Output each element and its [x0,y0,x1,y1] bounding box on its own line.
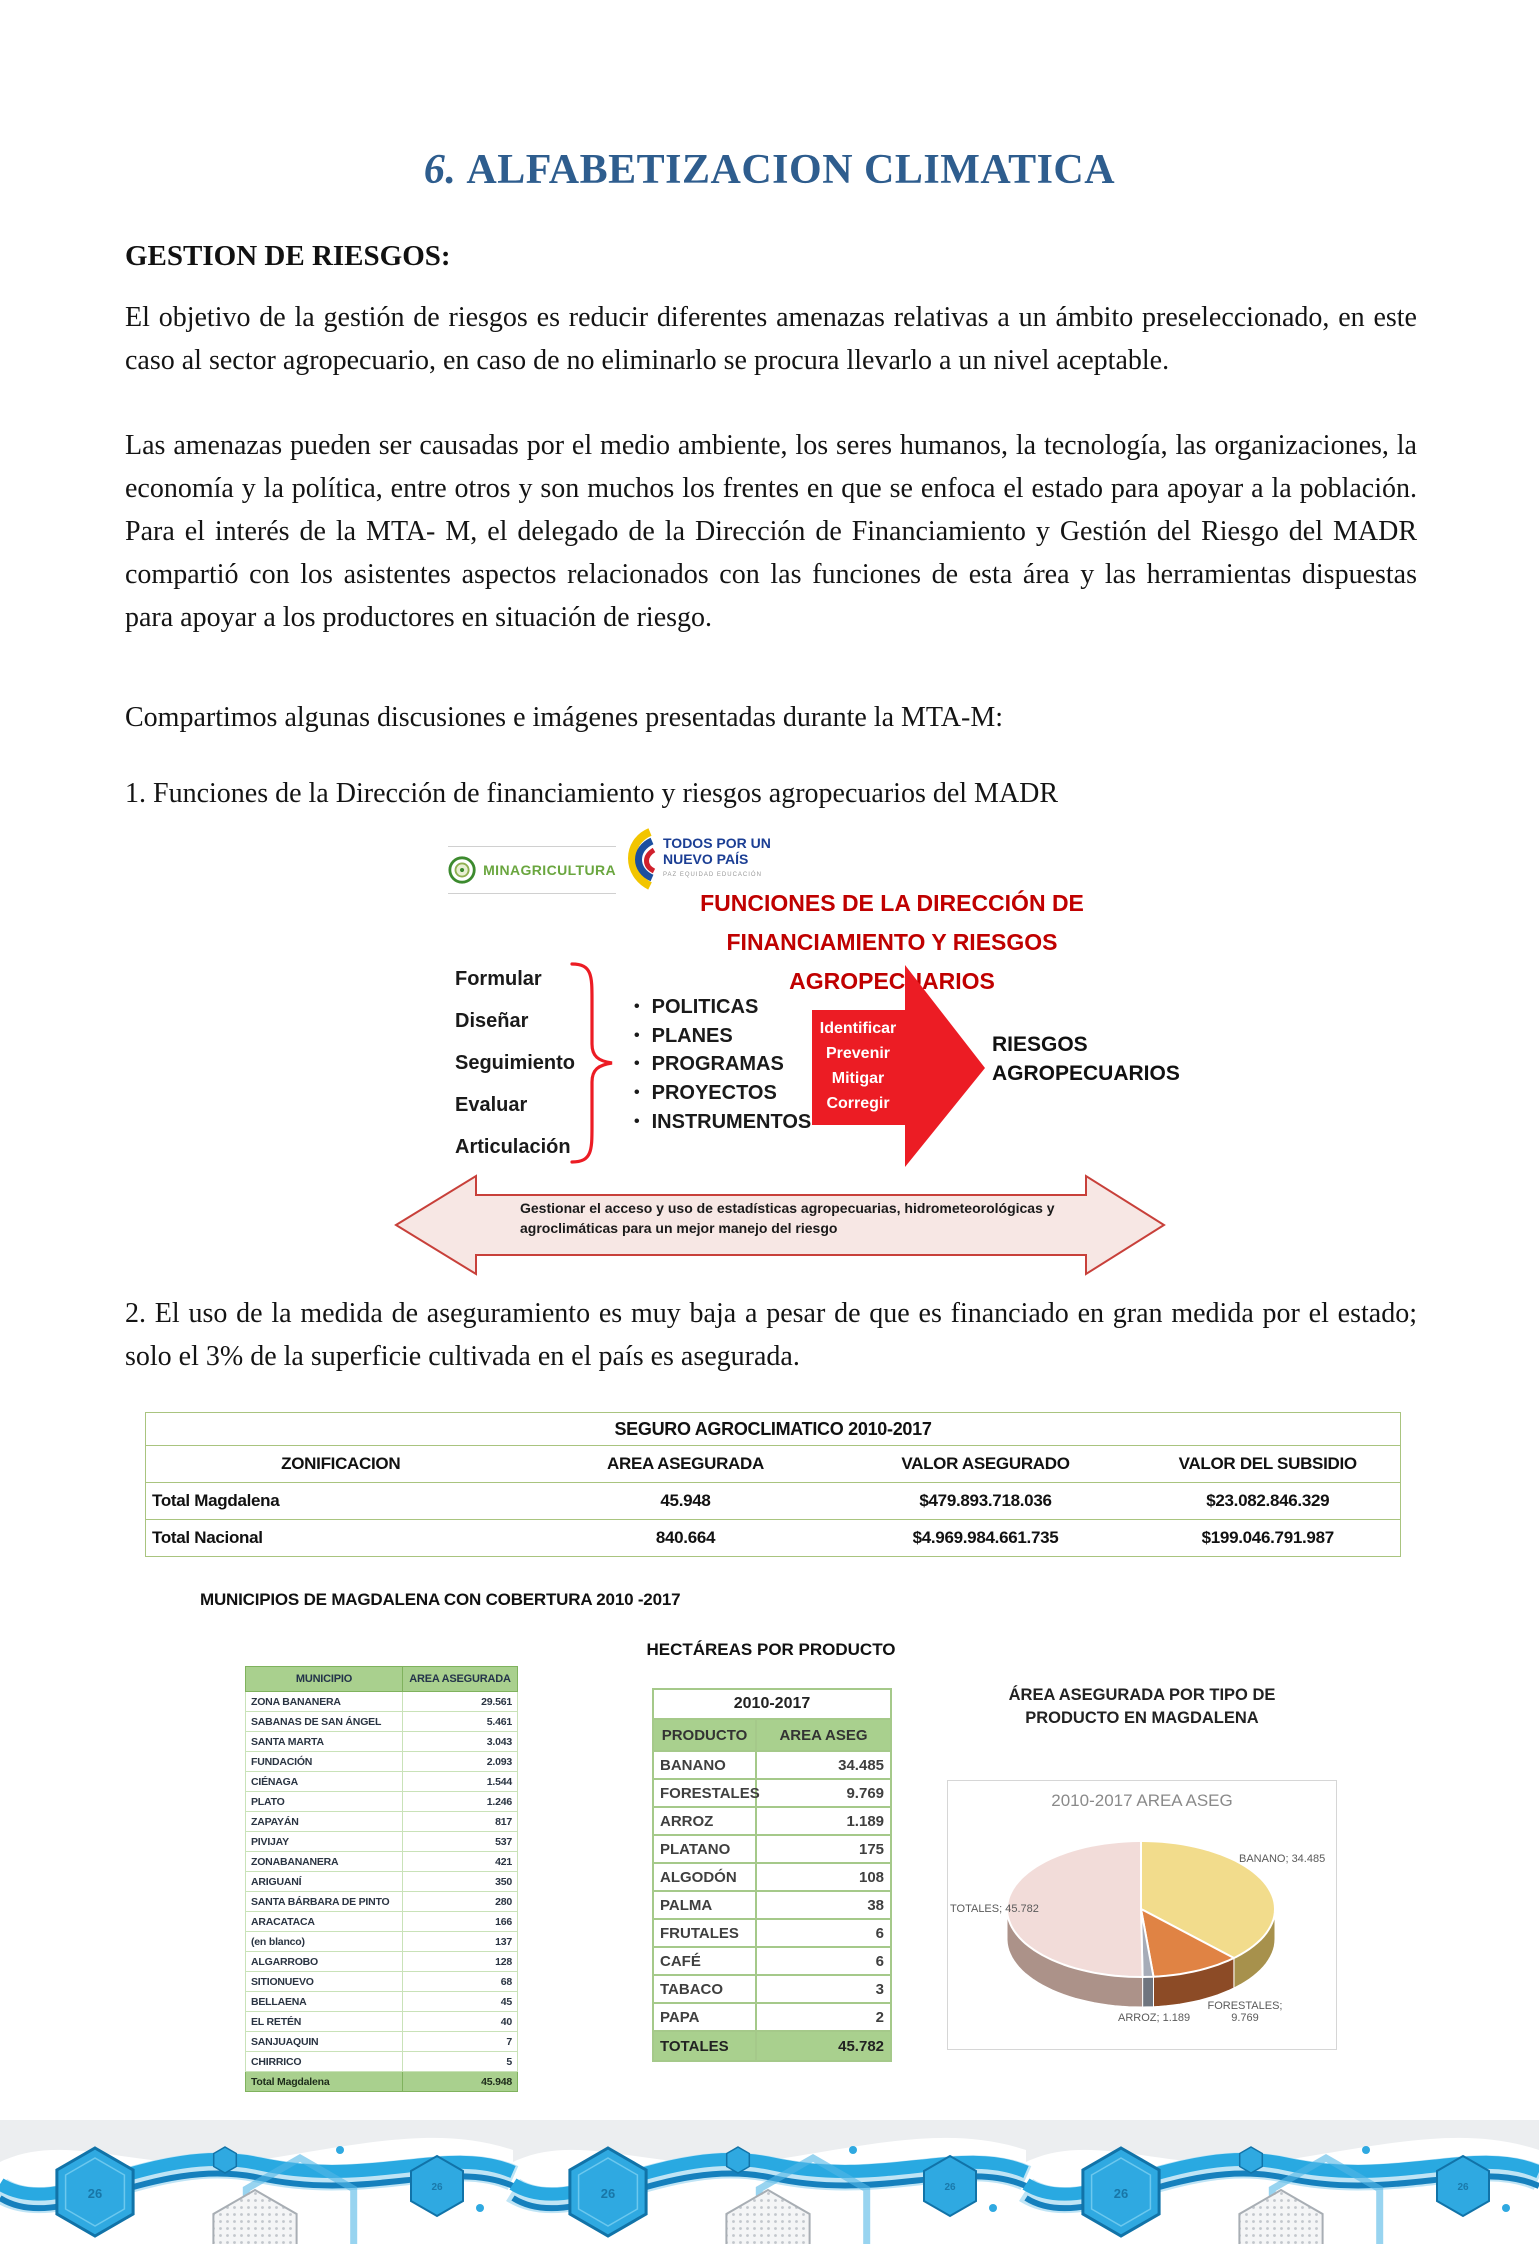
municipio-cell: ARACATACA [246,1912,403,1932]
footer-tile [0,2120,513,2244]
pie-chart-title: 2010-2017 AREA ASEG [1051,1791,1233,1810]
nuevo-pais-icon [620,828,658,890]
period-cell: 2010-2017 [653,1689,891,1719]
page-title-number: 6. [423,147,457,193]
table-row [246,2052,518,2072]
bullet-text: POLITICAS [651,996,759,1018]
area-cell: 6 [756,1919,891,1947]
area-cell: 38 [756,1891,891,1919]
page-title [0,146,1539,194]
table-row [653,1891,891,1919]
municipio-cell: BELLAENA [246,1992,403,2012]
bullet-dot: • [634,1055,640,1072]
table-row [246,1772,518,1792]
nuevo-pais-line1: TODOS POR UN [663,835,771,851]
municipio-cell: CIÉNAGA [246,1772,403,1792]
item2-text: 2. El uso de la medida de aseguramiento es muy baja a pesar de que es financiado en gran medida por el estado; solo el 3% de la superficie cultivada en el país es asegurada. [125,1298,1417,1372]
diagram-step-label: Articulación [455,1136,571,1158]
municipio-cell: CHIRRICO [246,2052,403,2072]
area-cell: 108 [756,1863,891,1891]
area-cell: 9.769 [756,1779,891,1807]
producto-cell: ALGODÓN [653,1863,756,1891]
table-row [246,1872,518,1892]
diagram-result [992,1030,1180,1088]
bullet-text: PLANES [651,1025,733,1047]
hexagon-glyph: 26 [431,2182,443,2193]
bullet-dot: • [634,998,640,1015]
municipio-cell: ZAPAYÁN [246,1812,403,1832]
table-row [653,2003,891,2031]
seguro-agroclimatico-table [145,1412,1401,1557]
area-cell: 2.093 [403,1752,518,1772]
table-title-row [146,1413,1401,1446]
table-row [653,1947,891,1975]
table-cell: 840.664 [536,1520,836,1557]
producto-cell: CAFÉ [653,1947,756,1975]
bullet-text: INSTRUMENTOS [651,1111,812,1133]
diagram-step-label: Formular [455,968,542,990]
producto-cell: TABACO [653,1975,756,2003]
arrow-word: Mitigar [831,1070,885,1087]
column-header: VALOR DEL SUBSIDIO [1136,1446,1401,1483]
area-cell: 68 [403,1972,518,1992]
table-row [246,1732,518,1752]
table-row [246,1892,518,1912]
table-row [653,1807,891,1835]
double-arrow-text: Gestionar el acceso y uso de estadísticas agropecuarias, hidrometeorológicas y agroclimáticas para un mejor manejo del riesgo [520,1200,1055,1236]
table-row [246,1712,518,1732]
diagram-title-line2: FINANCIAMIENTO Y RIESGOS AGROPECUARIOS [726,929,1058,994]
minagricultura-logo [448,846,616,894]
total-label-cell: Total Magdalena [246,2072,403,2092]
table-row [653,1779,891,1807]
diagram-step-label: Evaluar [455,1094,528,1116]
section-heading: GESTION DE RIESGOS: [125,240,451,272]
pie-slice-label: FORESTALES; 9.769 [1207,2000,1283,2024]
table-cell: 45.948 [536,1483,836,1520]
productos-table [652,1688,892,2062]
paragraph-compartimos: Compartimos algunas discusiones e imágenes presentadas durante la MTA-M: [125,702,1003,733]
area-cell: 3.043 [403,1732,518,1752]
diagram-bullet-item [634,1081,777,1105]
table-cell: $4.969.984.661.735 [836,1520,1136,1557]
productos-heading: HECTÁREAS POR PRODUCTO [646,1640,896,1659]
blue-hexagon-small [214,2147,237,2173]
table-row [246,1992,518,2012]
municipio-cell: PIVIJAY [246,1832,403,1852]
diagram-step-label: Diseñar [455,1010,529,1032]
minagricultura-icon [448,855,476,885]
minagricultura-label: MINAGRICULTURA [483,862,616,878]
diagram-bullet-item [634,1110,811,1134]
arrow-word: Corregir [826,1095,890,1112]
total-value-cell: 45.782 [756,2031,891,2061]
municipio-cell: SANTA BÁRBARA DE PINTO [246,1892,403,1912]
area-cell: 45 [403,1992,518,2012]
bullet-text: PROGRAMAS [651,1053,784,1075]
producto-cell: FORESTALES [653,1779,756,1807]
table-row [246,1952,518,1972]
diagram-step-label: Seguimiento [455,1052,576,1074]
table-total-row [653,2031,891,2061]
table-cell: $23.082.846.329 [1136,1483,1401,1520]
arrow-words [812,1016,904,1116]
table-row [653,1835,891,1863]
pie-heading-line1: ÁREA ASEGURADA POR TIPO DE [1008,1686,1276,1704]
area-cell: 2 [756,2003,891,2031]
nuevo-pais-tagline: PAZ EQUIDAD EDUCACIÓN [663,872,762,878]
curly-brace [566,960,618,1166]
table-row [246,1932,518,1952]
pie-slice-label: TOTALES; 45.782 [950,1903,1039,1915]
paragraph-amenazas: Las amenazas pueden ser causadas por el medio ambiente, los seres humanos, la tecnología, las organizaciones, la economía y la política, entre otros y son muchos los frentes en que se enfoca el estado para apoyar a la población. Para el interés de la MTA- M, el delegado de la Dirección de Financiamiento y Gestión del Riesgo del MADR compartió con los asistentes aspectos relacionados con las funciones de esta área y las herramientas dispuestas para apoyar a los productores en situación de riesgo. [125,430,1417,633]
nuevo-pais-line2: NUEVO PAÍS [663,851,749,867]
pie-slice-label: ARROZ; 1.189 [1118,2012,1191,2024]
producto-cell: PLATANO [653,1835,756,1863]
column-header: MUNICIPIO [246,1667,403,1692]
municipios-table [245,1666,518,2092]
item1-heading: 1. Funciones de la Dirección de financiamiento y riesgos agropecuarios del MADR [125,778,1059,809]
municipio-cell: (en blanco) [246,1932,403,1952]
table-row [246,2012,518,2032]
municipio-cell: ARIGUANÍ [246,1872,403,1892]
area-cell: 537 [403,1832,518,1852]
dot [476,2204,484,2212]
producto-cell: FRUTALES [653,1919,756,1947]
area-cell: 5.461 [403,1712,518,1732]
pie-heading-line2: PRODUCTO EN MAGDALENA [1025,1709,1259,1727]
pie-slice-side-arroz [1143,1977,1154,2007]
area-cell: 128 [403,1952,518,1972]
column-header: VALOR ASEGURADO [836,1446,1136,1483]
nuevo-pais-label [663,835,771,883]
table-row [246,2032,518,2052]
table-cell: $199.046.791.987 [1136,1520,1401,1557]
area-cell: 137 [403,1932,518,1952]
nuevo-pais-logo [620,828,771,890]
table-row [246,1692,518,1712]
diagram-title-line1: FUNCIONES DE LA DIRECCIÓN DE [700,890,1084,916]
table-period-row [653,1689,891,1719]
table-cell: Total Nacional [146,1520,536,1557]
producto-cell: PAPA [653,2003,756,2031]
table-total-row [246,2072,518,2092]
total-label-cell: TOTALES [653,2031,756,2061]
area-cell: 280 [403,1892,518,1912]
column-header: PRODUCTO [653,1719,756,1751]
result-line1: RIESGOS [992,1033,1088,1056]
hexagon-glyph: 26 [87,2186,103,2201]
table-row [653,1751,891,1779]
dot [336,2146,344,2154]
pie-chart-heading [947,1684,1337,1730]
result-line2: AGROPECUARIOS [992,1062,1180,1085]
area-cell: 421 [403,1852,518,1872]
table-title: SEGURO AGROCLIMATICO 2010-2017 [146,1413,1401,1446]
page-title-text: ALFABETIZACION CLIMATICA [466,147,1116,193]
table-cell: Total Magdalena [146,1483,536,1520]
diagram-bullet-item [634,1052,784,1076]
footer-decoration [0,2120,1539,2244]
municipio-cell: ALGARROBO [246,1952,403,1972]
municipio-cell: SABANAS DE SAN ÁNGEL [246,1712,403,1732]
municipios-heading: MUNICIPIOS DE MAGDALENA CON COBERTURA 2010 -2017 [200,1590,681,1609]
table-row [246,1972,518,1992]
table-row [246,1792,518,1812]
table-row [653,1975,891,2003]
bullet-dot: • [634,1113,640,1130]
diagram-bullet-item [634,1024,733,1048]
area-cell: 6 [756,1947,891,1975]
table-row [246,1752,518,1772]
area-cell: 350 [403,1872,518,1892]
column-header: ZONIFICACION [146,1446,536,1483]
bullet-dot: • [634,1027,640,1044]
bullet-text: PROYECTOS [651,1082,777,1104]
table-row [653,1863,891,1891]
area-cell: 1.189 [756,1807,891,1835]
pie-chart-panel [947,1780,1337,2050]
municipio-cell: EL RETÉN [246,2012,403,2032]
municipio-cell: SANJUAQUIN [246,2032,403,2052]
municipio-cell: SITIONUEVO [246,1972,403,1992]
area-cell: 5 [403,2052,518,2072]
municipio-cell: ZONABANANERA [246,1852,403,1872]
mesh-hexagon [213,2190,296,2244]
arrow-word: Identificar [819,1020,897,1037]
table-row [653,1919,891,1947]
municipio-cell: ZONA BANANERA [246,1692,403,1712]
table-cell: $479.893.718.036 [836,1483,1136,1520]
paragraph-objetivo: El objetivo de la gestión de riesgos es reducir diferentes amenazas relativas a un ámbito preseleccionado, en este caso al sector agropecuario, en caso de no eliminarlo se procura llevarlo a un nivel aceptable. [125,302,1417,376]
table-row [246,1852,518,1872]
column-header: AREA ASEGURADA [403,1667,518,1692]
area-cell: 7 [403,2032,518,2052]
area-cell: 29.561 [403,1692,518,1712]
table-row [246,1832,518,1852]
table-row [246,1912,518,1932]
column-header: AREA ASEG [756,1719,891,1751]
table-header-row [246,1667,518,1692]
area-cell: 1.246 [403,1792,518,1812]
municipio-cell: PLATO [246,1792,403,1812]
diagram-bullet-item [634,995,758,1019]
table-row [146,1483,1401,1520]
table-header-row [146,1446,1401,1483]
table-row [246,1812,518,1832]
total-value-cell: 45.948 [403,2072,518,2092]
pie-slice-label: BANANO; 34.485 [1239,1853,1326,1865]
producto-cell: ARROZ [653,1807,756,1835]
area-cell: 1.544 [403,1772,518,1792]
area-cell: 40 [403,2012,518,2032]
area-cell: 166 [403,1912,518,1932]
municipio-cell: FUNDACIÓN [246,1752,403,1772]
arrow-word: Prevenir [825,1045,891,1062]
column-header: AREA ASEGURADA [536,1446,836,1483]
producto-cell: PALMA [653,1891,756,1919]
area-cell: 817 [403,1812,518,1832]
producto-cell: BANANO [653,1751,756,1779]
bullet-dot: • [634,1084,640,1101]
table-header-row [653,1719,891,1751]
area-cell: 175 [756,1835,891,1863]
area-cell: 34.485 [756,1751,891,1779]
table-row [146,1520,1401,1557]
municipio-cell: SANTA MARTA [246,1732,403,1752]
area-cell: 3 [756,1975,891,2003]
